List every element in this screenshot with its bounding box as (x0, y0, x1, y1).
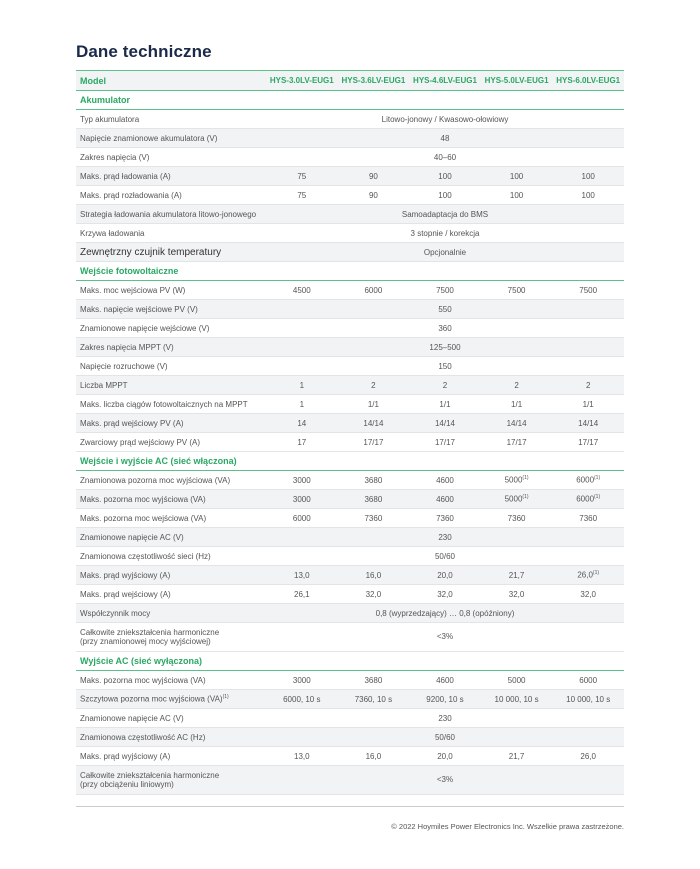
spec-value-text: 2 (371, 380, 376, 390)
spec-value (266, 747, 338, 766)
spec-value-shared: 50/60 (266, 728, 624, 747)
spec-label-text: Zwarciowy prąd wejściowy PV (A) (80, 437, 201, 447)
spec-value-text: 20,0 (437, 570, 453, 580)
spec-label-text: Maks. pozorna moc wyjściowa (VA) (80, 494, 206, 504)
spec-value-text: 90 (368, 171, 378, 181)
spec-label (76, 547, 266, 566)
spec-value (409, 281, 481, 300)
spec-value-shared: Opcjonalnie (266, 243, 624, 262)
spec-value-text: 4600 (436, 494, 454, 504)
spec-value (481, 690, 553, 709)
spec-value (409, 433, 481, 452)
spec-value-shared: 230 (266, 709, 624, 728)
spec-label-text: Maks. prąd wyjściowy (A) (80, 751, 171, 761)
footnote-marker: (1) (222, 694, 229, 701)
spec-label (76, 585, 266, 604)
footnote-marker: (1) (522, 475, 529, 482)
spec-value (409, 747, 481, 766)
spec-value (266, 690, 338, 709)
spec-label (76, 747, 266, 766)
spec-value (481, 509, 553, 528)
spec-value-text: 10 000, 10 s (494, 694, 539, 704)
spec-value (552, 671, 624, 690)
spec-label (76, 490, 266, 509)
spec-row (76, 547, 624, 566)
spec-value (338, 433, 410, 452)
spec-value (338, 566, 410, 585)
spec-value-text: 6000 (576, 494, 595, 504)
spec-label (76, 338, 266, 357)
spec-label (76, 110, 266, 129)
spec-value (552, 690, 624, 709)
spec-row (76, 690, 624, 709)
spec-value (409, 509, 481, 528)
spec-value (338, 167, 410, 186)
spec-value-text: 6000 (292, 513, 311, 523)
spec-value (338, 585, 410, 604)
spec-row (76, 490, 624, 509)
spec-value (409, 167, 481, 186)
spec-label-text: Napięcie rozruchowe (V) (80, 361, 168, 371)
spec-label-text: Maks. prąd rozładowania (A) (80, 190, 182, 200)
section-title: Akumulator (76, 91, 624, 110)
spec-value (338, 376, 410, 395)
spec-value-shared: 230 (266, 528, 624, 547)
spec-value (338, 509, 410, 528)
spec-row (76, 709, 624, 728)
spec-value (266, 281, 338, 300)
spec-label-text: Strategia ładowania akumulatora litowo-jonowego (80, 209, 257, 219)
spec-label-text: Znamionowa pozorna moc wyjściowa (VA) (80, 475, 231, 485)
spec-value (552, 167, 624, 186)
spec-value-text: 13,0 (294, 751, 310, 761)
spec-row (76, 319, 624, 338)
model-column-header: HYS-5.0LV-EUG1 (481, 71, 553, 91)
footnote-marker: (1) (592, 570, 600, 577)
spec-value-text: 20,0 (437, 751, 453, 761)
spec-label-text: Znamionowa częstotliwość sieci (Hz) (80, 551, 211, 561)
model-column-header: HYS-6.0LV-EUG1 (552, 71, 624, 91)
spec-value-text: 4500 (292, 285, 311, 295)
model-column-header: HYS-4.6LV-EUG1 (409, 71, 481, 91)
spec-label (76, 243, 266, 262)
spec-value (266, 395, 338, 414)
spec-value (409, 585, 481, 604)
spec-label-text: Maks. moc wejściowa PV (W) (80, 285, 186, 295)
spec-value-text: 2 (442, 380, 448, 390)
footnote-marker: (1) (522, 494, 529, 501)
spec-value (552, 395, 624, 414)
spec-row (76, 604, 624, 623)
spec-label-text: Maks. napięcie wejściowe PV (V) (80, 304, 198, 314)
spec-value (481, 471, 553, 490)
spec-value-text: 100 (581, 190, 595, 200)
spec-label-text: Krzywa ładowania (80, 228, 145, 238)
spec-label-text: Maks. pozorna moc wyjściowa (VA) (80, 675, 206, 685)
spec-value-text: 100 (438, 171, 452, 181)
spec-value-text: 10 000, 10 s (566, 694, 611, 704)
spec-value (266, 490, 338, 509)
spec-value (266, 376, 338, 395)
spec-row (76, 623, 624, 652)
spec-label (76, 414, 266, 433)
spec-value-text: 7500 (436, 285, 454, 295)
spec-value (266, 671, 338, 690)
footnote-marker: (1) (594, 494, 601, 501)
spec-value-text: 17/17 (363, 437, 384, 447)
spec-value (338, 395, 410, 414)
model-column-header: HYS-3.0LV-EUG1 (266, 71, 338, 91)
spec-value-text: 3680 (364, 475, 383, 485)
section-header-row (76, 91, 624, 110)
spec-value (552, 747, 624, 766)
spec-value-shared: 40–60 (266, 148, 624, 167)
model-header: Model (76, 71, 266, 91)
spec-value (552, 509, 624, 528)
spec-value-text: 14/14 (363, 418, 384, 428)
spec-value-text: 14/14 (578, 418, 599, 428)
spec-row (76, 224, 624, 243)
spec-value-text: 5000 (504, 475, 523, 485)
spec-value-text: 1 (299, 380, 305, 390)
spec-label-text: Maks. liczba ciągów fotowoltaicznych na MPPT (80, 399, 248, 409)
spec-value-text: 26,1 (294, 589, 310, 599)
spec-value-text: 17/17 (578, 437, 599, 447)
spec-value (481, 490, 553, 509)
spec-row (76, 433, 624, 452)
spec-value-text: 2 (514, 380, 519, 390)
spec-value-text: 14 (297, 418, 307, 428)
spec-row (76, 357, 624, 376)
spec-value-shared: 360 (266, 319, 624, 338)
spec-value (409, 395, 481, 414)
spec-row (76, 528, 624, 547)
spec-label (76, 319, 266, 338)
spec-value-text: 90 (368, 190, 378, 200)
spec-row (76, 414, 624, 433)
spec-value (409, 414, 481, 433)
spec-label (76, 471, 266, 490)
spec-row (76, 186, 624, 205)
spec-value (338, 186, 410, 205)
spec-row (76, 747, 624, 766)
spec-label-text: Maks. prąd ładowania (A) (80, 171, 171, 181)
spec-label-text: Maks. prąd wejściowy PV (A) (80, 418, 184, 428)
spec-label (76, 224, 266, 243)
spec-row (76, 205, 624, 224)
spec-value-text: 5000 (504, 494, 523, 504)
spec-value-text: 21,7 (508, 751, 525, 761)
spec-value-text: 7500 (579, 285, 598, 295)
spec-label-text: Napięcie znamionowe akumulatora (V) (80, 133, 218, 143)
spec-value-text: 3000 (292, 494, 311, 504)
spec-value-text: 5000 (507, 675, 526, 685)
spec-value (481, 186, 553, 205)
spec-label-text: Całkowite zniekształcenia harmoniczne (80, 627, 220, 637)
spec-label-text: Liczba MPPT (80, 380, 128, 390)
spec-value (409, 186, 481, 205)
spec-value (481, 566, 553, 585)
spec-value (409, 471, 481, 490)
spec-value (409, 690, 481, 709)
spec-row (76, 376, 624, 395)
spec-value-text: 32,0 (508, 589, 525, 599)
spec-value-shared: 150 (266, 357, 624, 376)
spec-value (552, 471, 624, 490)
spec-row (76, 566, 624, 585)
spec-value (409, 490, 481, 509)
spec-value-text: 3680 (364, 675, 383, 685)
section-title: Wejście i wyjście AC (sieć włączona) (76, 452, 624, 471)
spec-value-shared: 550 (266, 300, 624, 319)
spec-value (481, 376, 553, 395)
spec-value-text: 7500 (507, 285, 526, 295)
spec-row (76, 395, 624, 414)
spec-value (266, 186, 338, 205)
spec-value (552, 490, 624, 509)
spec-value-text: 7360 (507, 513, 526, 523)
spec-row (76, 167, 624, 186)
spec-value (266, 167, 338, 186)
spec-label (76, 528, 266, 547)
spec-label-text: Całkowite zniekształcenia harmoniczne (80, 770, 220, 780)
spec-label (76, 186, 266, 205)
spec-value-text: 100 (581, 171, 595, 181)
spec-label (76, 205, 266, 224)
spec-value-text: 16,0 (365, 570, 382, 580)
spec-label-text: Zewnętrzny czujnik temperatury (80, 246, 222, 258)
footer-divider (76, 806, 624, 807)
spec-label-subtext: (przy znamionowej mocy wyjściowej) (80, 637, 211, 646)
spec-label-text: Znamionowa częstotliwość AC (Hz) (80, 732, 206, 742)
spec-value (481, 433, 553, 452)
spec-value-text: 75 (297, 171, 307, 181)
spec-value-text: 75 (297, 190, 307, 200)
spec-value-text: 26,0 (577, 570, 593, 580)
spec-value-text: 26,0 (580, 751, 596, 761)
spec-value-text: 1/1 (439, 399, 451, 409)
spec-value-text: 14/14 (434, 418, 455, 428)
spec-label (76, 671, 266, 690)
spec-value (266, 433, 338, 452)
spec-label-text: Znamionowe napięcie wejściowe (V) (80, 323, 210, 333)
spec-row (76, 281, 624, 300)
page-title: Dane techniczne (76, 42, 212, 61)
spec-label (76, 604, 266, 623)
spec-value-text: 1 (299, 399, 305, 409)
spec-value (338, 671, 410, 690)
model-column-header: HYS-3.6LV-EUG1 (338, 71, 410, 91)
spec-row (76, 243, 624, 262)
section-title: Wejście fotowoltaiczne (76, 262, 624, 281)
spec-row (76, 129, 624, 148)
spec-label-text: Typ akumulatora (80, 114, 140, 124)
spec-value (266, 509, 338, 528)
spec-value-text: 6000 (364, 285, 383, 295)
spec-value (409, 566, 481, 585)
spec-value (552, 566, 624, 585)
spec-value-text: 6000, 10 s (283, 694, 321, 704)
spec-value (481, 395, 553, 414)
spec-value-text: 1/1 (367, 399, 379, 409)
spec-value-shared: <3% (266, 623, 624, 652)
spec-value-text: 7360 (436, 513, 454, 523)
spec-value-text: 32,0 (580, 589, 596, 599)
spec-value (338, 414, 410, 433)
spec-label-text: Maks. prąd wyjściowy (A) (80, 570, 171, 580)
section-title: Wyjście AC (sieć wyłączona) (76, 652, 624, 671)
spec-row (76, 585, 624, 604)
spec-label (76, 690, 266, 709)
spec-value (409, 671, 481, 690)
spec-label-text: Zakres napięcia (V) (80, 152, 150, 162)
spec-value-text: 17 (297, 437, 307, 447)
spec-value-shared: 48 (266, 129, 624, 148)
spec-value (338, 690, 410, 709)
spec-value-shared: 3 stopnie / korekcja (266, 224, 624, 243)
spec-value-shared: 50/60 (266, 547, 624, 566)
spec-label-text: Szczytowa pozorna moc wyjściowa (VA) (80, 694, 223, 704)
spec-label (76, 300, 266, 319)
spec-label-text: Współczynnik mocy (80, 608, 151, 618)
spec-value-shared: Litowo-jonowy / Kwasowo-ołowiowy (266, 110, 624, 129)
spec-value (409, 376, 481, 395)
spec-value-text: 14/14 (506, 418, 527, 428)
spec-value (552, 186, 624, 205)
spec-value-text: 6000 (579, 675, 598, 685)
spec-row (76, 471, 624, 490)
spec-label (76, 709, 266, 728)
spec-value-shared: Samoadaptacja do BMS (266, 205, 624, 224)
spec-value-shared: 125–500 (266, 338, 624, 357)
spec-value (552, 376, 624, 395)
spec-value (338, 747, 410, 766)
spec-label (76, 376, 266, 395)
spec-value (481, 747, 553, 766)
spec-value (481, 585, 553, 604)
spec-value (338, 490, 410, 509)
spec-label (76, 433, 266, 452)
spec-table (76, 70, 624, 795)
spec-value-text: 2 (585, 380, 591, 390)
spec-value-text: 1/1 (582, 399, 594, 409)
spec-label-text: Zakres napięcia MPPT (V) (80, 342, 174, 352)
section-header-row (76, 262, 624, 281)
spec-value-text: 9200, 10 s (426, 694, 464, 704)
spec-label (76, 728, 266, 747)
spec-value-text: 7360, 10 s (354, 694, 393, 704)
spec-value-text: 3000 (292, 475, 311, 485)
spec-value (481, 167, 553, 186)
spec-value-text: 13,0 (294, 570, 310, 580)
spec-value-text: 1/1 (511, 399, 523, 409)
spec-row (76, 300, 624, 319)
spec-value-text: 6000 (576, 475, 595, 485)
spec-label (76, 395, 266, 414)
section-header-row (76, 652, 624, 671)
spec-row (76, 148, 624, 167)
spec-row (76, 110, 624, 129)
table-header-row (76, 71, 624, 91)
spec-value-shared: <3% (266, 766, 624, 795)
spec-label (76, 357, 266, 376)
section-header-row (76, 452, 624, 471)
spec-value (481, 671, 553, 690)
spec-value (338, 471, 410, 490)
spec-row (76, 509, 624, 528)
spec-label-text: Maks. prąd wejściowy (A) (80, 589, 171, 599)
spec-value-text: 7360 (579, 513, 598, 523)
spec-label (76, 167, 266, 186)
spec-value (552, 281, 624, 300)
spec-value-text: 7360 (364, 513, 383, 523)
spec-value-text: 16,0 (365, 751, 382, 761)
spec-table-body (76, 91, 624, 795)
spec-label-subtext: (przy obciążeniu liniowym) (80, 780, 174, 789)
spec-value (266, 414, 338, 433)
spec-label-text: Maks. pozorna moc wejściowa (VA) (80, 513, 207, 523)
spec-row (76, 728, 624, 747)
spec-value-text: 4600 (436, 675, 454, 685)
spec-value (552, 433, 624, 452)
spec-row (76, 338, 624, 357)
spec-value (266, 566, 338, 585)
spec-label (76, 509, 266, 528)
spec-value (481, 281, 553, 300)
spec-label (76, 281, 266, 300)
spec-label-text: Znamionowe napięcie AC (V) (80, 713, 184, 723)
spec-value-text: 17/17 (434, 437, 455, 447)
spec-value-text: 3680 (364, 494, 383, 504)
spec-value (266, 585, 338, 604)
footnote-marker: (1) (594, 475, 601, 482)
spec-value (481, 414, 553, 433)
spec-value-text: 17/17 (506, 437, 527, 447)
spec-value (266, 471, 338, 490)
spec-value-shared: 0,8 (wyprzedzający) … 0,8 (opóźniony) (266, 604, 624, 623)
spec-value-text: 3000 (292, 675, 311, 685)
spec-value (338, 281, 410, 300)
spec-value-text: 32,0 (437, 589, 453, 599)
spec-label (76, 566, 266, 585)
spec-label (76, 148, 266, 167)
spec-row (76, 766, 624, 795)
spec-value (552, 414, 624, 433)
spec-row (76, 671, 624, 690)
spec-label (76, 129, 266, 148)
spec-value-text: 100 (438, 190, 452, 200)
spec-value-text: 100 (509, 171, 524, 181)
spec-label-text: Znamionowe napięcie AC (V) (80, 532, 184, 542)
spec-label (76, 766, 266, 795)
spec-value-text: 32,0 (365, 589, 382, 599)
spec-value-text: 21,7 (508, 570, 525, 580)
copyright-footer: © 2022 Hoymiles Power Electronics Inc. Wszelkie prawa zastrzeżone. (391, 822, 624, 831)
spec-label (76, 623, 266, 652)
spec-value-text: 100 (509, 190, 524, 200)
spec-value-text: 4600 (436, 475, 454, 485)
spec-value (552, 585, 624, 604)
